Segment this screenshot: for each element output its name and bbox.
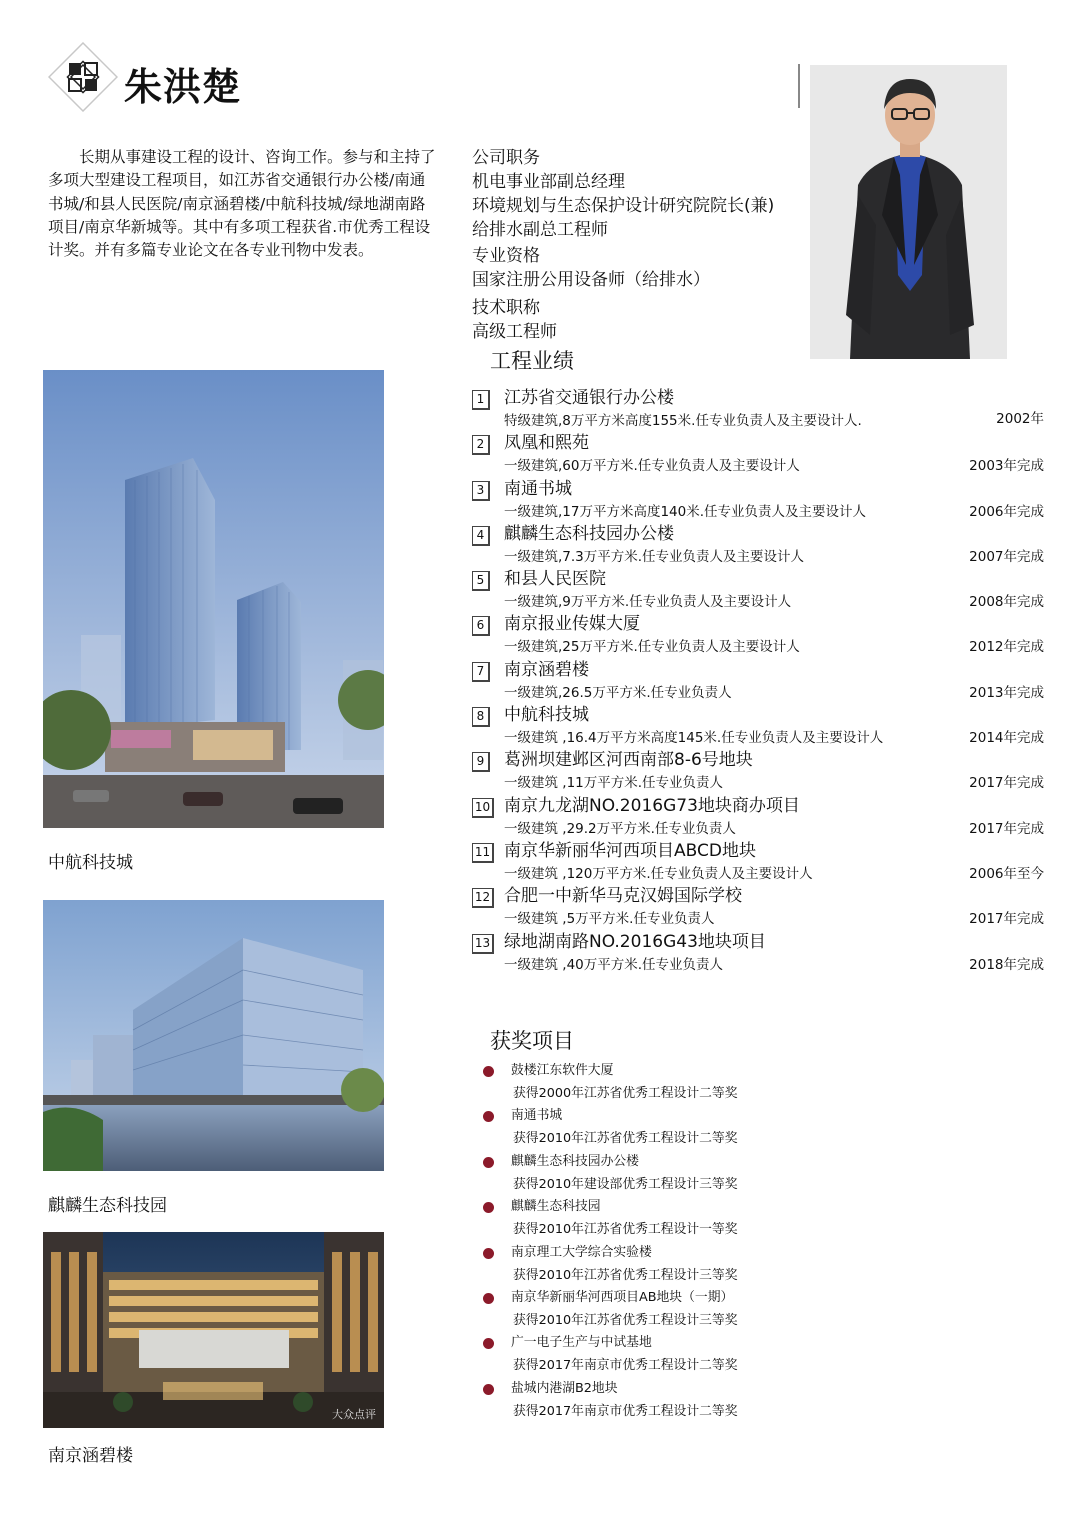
- qualification-value: 国家注册公用设备师（给排水）: [472, 270, 710, 290]
- project-item: [472, 703, 1047, 748]
- award-name: 麒麟生态科技园: [511, 1199, 601, 1215]
- company-logo: [48, 42, 118, 112]
- photo-zhonghang: [43, 370, 384, 828]
- bullet-icon: [483, 1066, 494, 1077]
- projects-heading: 工程业绩: [490, 349, 574, 373]
- bullet-icon: [483, 1384, 494, 1395]
- project-year: 2007年完成: [969, 548, 1044, 565]
- award-description: 获得2010年江苏省优秀工程设计一等奖: [513, 1222, 738, 1238]
- qualification-heading: 专业资格: [472, 246, 540, 266]
- project-item: [472, 612, 1047, 657]
- project-description: 一级建筑 ,29.2万平方米.任专业负责人: [504, 820, 736, 837]
- project-number: 1: [472, 390, 490, 410]
- project-item: [472, 839, 1047, 884]
- project-description: 一级建筑 ,40万平方米.任专业负责人: [504, 956, 724, 973]
- award-name: 盐城内港湖B2地块: [511, 1380, 618, 1396]
- project-year: 2006年至今: [969, 865, 1044, 882]
- title-value: 高级工程师: [472, 322, 557, 342]
- project-name: 麒麟生态科技园办公楼: [504, 523, 674, 544]
- project-year: 2017年完成: [969, 911, 1044, 928]
- project-description: 一级建筑,9万平方米.任专业负责人及主要设计人: [504, 594, 792, 611]
- award-description: 获得2010年江苏省优秀工程设计三等奖: [513, 1312, 738, 1328]
- award-item: [483, 1198, 883, 1243]
- project-name: 凤凰和熙苑: [504, 433, 589, 454]
- project-year: 2018年完成: [969, 956, 1044, 973]
- project-name: 江苏省交通银行办公楼: [504, 388, 674, 408]
- project-number: 2: [472, 435, 490, 455]
- project-number: 11: [472, 843, 494, 863]
- award-item: [483, 1334, 883, 1379]
- project-number: 9: [472, 752, 490, 772]
- title-heading: 技术职称: [472, 298, 540, 318]
- project-description: 特级建筑,8万平方米高度155米.任专业负责人及主要设计人.: [504, 413, 862, 429]
- project-item: [472, 431, 1047, 476]
- project-number: 10: [472, 798, 494, 818]
- project-number: 12: [472, 888, 494, 908]
- award-item: [483, 1380, 883, 1425]
- bullet-icon: [483, 1202, 494, 1213]
- position-1: 机电事业部副总经理: [472, 172, 625, 192]
- award-item: [483, 1289, 883, 1334]
- bullet-icon: [483, 1248, 494, 1259]
- bullet-icon: [483, 1338, 494, 1349]
- project-item: [472, 748, 1047, 793]
- project-description: 一级建筑,26.5万平方米.任专业负责人: [504, 684, 732, 701]
- project-name: 南京华新丽华河西项目ABCD地块: [504, 840, 756, 861]
- project-item: [472, 794, 1047, 839]
- project-item: [472, 386, 1047, 431]
- award-description: 获得2010年建设部优秀工程设计三等奖: [513, 1176, 738, 1192]
- project-year: 2002年: [996, 411, 1044, 427]
- person-name: 朱洪楚: [124, 65, 242, 109]
- project-number: 7: [472, 662, 490, 682]
- project-name: 南京涵碧楼: [504, 659, 589, 680]
- project-year: 2003年完成: [969, 458, 1044, 475]
- photo-watermark: 大众点评: [332, 1408, 376, 1421]
- award-description: 获得2017年南京市优秀工程设计二等奖: [513, 1358, 738, 1374]
- project-description: 一级建筑,17万平方米高度140米.任专业负责人及主要设计人: [504, 503, 867, 520]
- award-description: 获得2010年江苏省优秀工程设计三等奖: [513, 1267, 738, 1283]
- project-number: 3: [472, 481, 490, 501]
- project-year: 2006年完成: [969, 503, 1044, 520]
- project-item: [472, 884, 1047, 929]
- project-year: 2014年完成: [969, 730, 1044, 747]
- bullet-icon: [483, 1111, 494, 1122]
- project-description: 一级建筑,7.3万平方米.任专业负责人及主要设计人: [504, 548, 805, 565]
- award-item: [483, 1244, 883, 1289]
- project-item: [472, 477, 1047, 522]
- project-number: 8: [472, 707, 490, 727]
- projects-list: [472, 386, 1047, 975]
- project-description: 一级建筑 ,16.4万平方米高度145米.任专业负责人及主要设计人: [504, 730, 884, 747]
- award-name: 鼓楼江东软件大厦: [511, 1063, 614, 1078]
- photo-qilin: [43, 900, 384, 1171]
- portrait-photo: [810, 65, 1007, 359]
- position-2: 环境规划与生态保护设计研究院院长(兼): [472, 196, 775, 216]
- awards-list: [483, 1062, 883, 1425]
- photo-caption-3: 南京涵碧楼: [48, 1446, 133, 1466]
- project-item: [472, 658, 1047, 703]
- project-number: 4: [472, 526, 490, 546]
- award-name: 南通书城: [511, 1108, 563, 1124]
- project-item: [472, 567, 1047, 612]
- project-name: 中航科技城: [504, 705, 589, 726]
- award-description: 获得2017年南京市优秀工程设计二等奖: [513, 1403, 738, 1419]
- project-name: 南京九龙湖NO.2016G73地块商办项目: [504, 795, 800, 816]
- awards-heading: 获奖项目: [490, 1029, 574, 1053]
- project-year: 2013年完成: [969, 684, 1044, 701]
- photo-caption-1: 中航科技城: [48, 853, 133, 873]
- award-name: 南京理工大学综合实验楼: [511, 1244, 652, 1260]
- project-description: 一级建筑,60万平方米.任专业负责人及主要设计人: [504, 458, 800, 475]
- photo-caption-2: 麒麟生态科技园: [48, 1196, 167, 1216]
- project-description: 一级建筑 ,5万平方米.任专业负责人: [504, 911, 715, 928]
- project-year: 2008年完成: [969, 594, 1044, 611]
- project-name: 南通书城: [504, 478, 572, 499]
- project-name: 葛洲坝建邺区河西南部8-6号地块: [504, 750, 753, 771]
- position-3: 给排水副总工程师: [472, 220, 608, 240]
- project-year: 2017年完成: [969, 775, 1044, 792]
- award-item: [483, 1107, 883, 1152]
- project-name: 合肥一中新华马克汉姆国际学校: [504, 886, 742, 907]
- decor-line: [798, 64, 800, 108]
- award-description: 获得2010年江苏省优秀工程设计二等奖: [513, 1131, 738, 1147]
- bullet-icon: [483, 1157, 494, 1168]
- project-number: 13: [472, 934, 494, 954]
- award-name: 广一电子生产与中试基地: [511, 1335, 652, 1351]
- award-description: 获得2000年江苏省优秀工程设计二等奖: [513, 1086, 738, 1101]
- project-year: 2012年完成: [969, 639, 1044, 656]
- award-item: [483, 1062, 883, 1107]
- award-name: 麒麟生态科技园办公楼: [511, 1153, 639, 1169]
- bullet-icon: [483, 1293, 494, 1304]
- project-name: 南京报业传媒大厦: [504, 614, 640, 635]
- project-description: 一级建筑 ,11万平方米.任专业负责人: [504, 775, 724, 792]
- award-name: 南京华新丽华河西项目AB地块（一期）: [511, 1289, 734, 1305]
- project-description: 一级建筑,25万平方米.任专业负责人及主要设计人: [504, 639, 800, 656]
- project-name: 和县人民医院: [504, 569, 606, 590]
- project-year: 2017年完成: [969, 820, 1044, 837]
- intro-text: 长期从事建设工程的设计、咨询工作。参与和主持了多项大型建设工程项目，如江苏省交通银行办公楼/南通书城/和县人民医院/南京涵碧楼/中航科技城/绿地湖南路项目/南京华新城等。其中有多项工程获省.市优秀工程设计奖。并有多篇专业论文在各专业刊物中发表。: [48, 148, 436, 260]
- award-item: [483, 1153, 883, 1198]
- project-name: 绿地湖南路NO.2016G43地块项目: [504, 931, 766, 952]
- photo-hanbilou: [43, 1232, 384, 1428]
- logo-icon: [48, 42, 118, 112]
- project-item: [472, 930, 1047, 975]
- project-item: [472, 522, 1047, 567]
- project-description: 一级建筑 ,120万平方米.任专业负责人及主要设计人: [504, 865, 813, 882]
- position-heading: 公司职务: [472, 148, 540, 168]
- project-number: 5: [472, 571, 490, 591]
- info-block: [472, 146, 774, 344]
- project-number: 6: [472, 616, 490, 636]
